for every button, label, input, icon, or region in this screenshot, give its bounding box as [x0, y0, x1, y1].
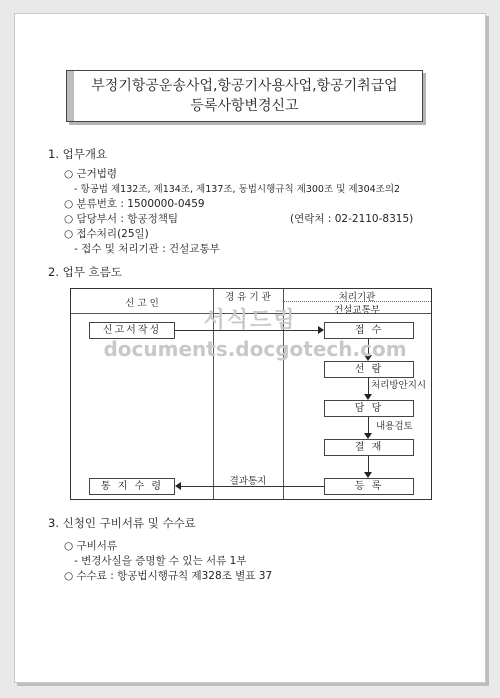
arrow-register-to-notify-head [175, 482, 181, 490]
section-1-heading: 1. 업무개요 [48, 147, 108, 161]
section-3-heading: 3. 신청인 구비서류 및 수수료 [48, 516, 196, 530]
department: ○ 담당부서 : 항공정책팀 [64, 213, 178, 225]
required-docs-detail: - 변경사실을 증명할 수 있는 서류 1부 [74, 555, 247, 567]
box-notify-receipt: 통 지 수 령 [89, 478, 175, 495]
arrow-approve-to-register-head [364, 472, 372, 478]
legal-basis-detail: - 항공법 제132조, 제134조, 제137조, 동법시행규칙 제300조 및 제304조의2 [74, 184, 401, 195]
legal-basis-label: ○ 근거법령 [64, 168, 118, 180]
box-review: 선 람 [324, 361, 414, 378]
title-line-2: 등록사항변경신고 [190, 98, 299, 114]
box-approve: 결 재 [324, 439, 414, 456]
processing-period: ○ 접수처리(25일) [64, 228, 149, 240]
required-docs-label: ○ 구비서류 [64, 540, 118, 552]
title-side-bar [67, 71, 74, 121]
arrow-assign-to-approve-head [364, 433, 372, 439]
note-examine: 내용검토 [376, 421, 413, 432]
section-2-heading: 2. 업무 흐름도 [48, 265, 122, 279]
title-line-1: 부정기항공운송사업,항공기사용사업,항공기취급업 [91, 78, 398, 94]
box-receive: 접 수 [324, 322, 414, 339]
box-write-report: 신고서작성 [89, 322, 175, 339]
column-header-processing-org: 처리기관 [338, 292, 376, 303]
arrow-review-to-assign-head [364, 394, 372, 400]
watermark-korean: 서식드림 [203, 308, 297, 333]
fee: ○ 수수료 : 항공법시행규칙 제328조 별표 37 [64, 570, 273, 582]
note-result-notify: 결과통지 [229, 476, 267, 487]
arrow-assign-to-approve-line [368, 417, 369, 433]
watermark-url: documents.docgotech.com [103, 337, 407, 361]
column-header-applicant: 신 고 인 [125, 298, 159, 309]
column-header-processing-sub: 건설교통부 [334, 305, 380, 316]
box-register: 등 록 [324, 478, 414, 495]
arrow-approve-to-register-line [368, 456, 369, 472]
class-number: ○ 분류번호 : 1500000-0459 [64, 198, 205, 210]
box-assign: 담 당 [324, 400, 414, 417]
processing-org-detail: - 접수 및 처리기관 : 건설교통부 [74, 243, 220, 255]
contact: (연락처 : 02-2110-8315) [290, 213, 414, 225]
note-instruct: 처리방안지시 [371, 380, 427, 391]
column-header-via: 경 유 기 관 [225, 292, 271, 303]
arrow-review-to-assign-line [368, 378, 369, 394]
document-title-box [66, 70, 423, 122]
